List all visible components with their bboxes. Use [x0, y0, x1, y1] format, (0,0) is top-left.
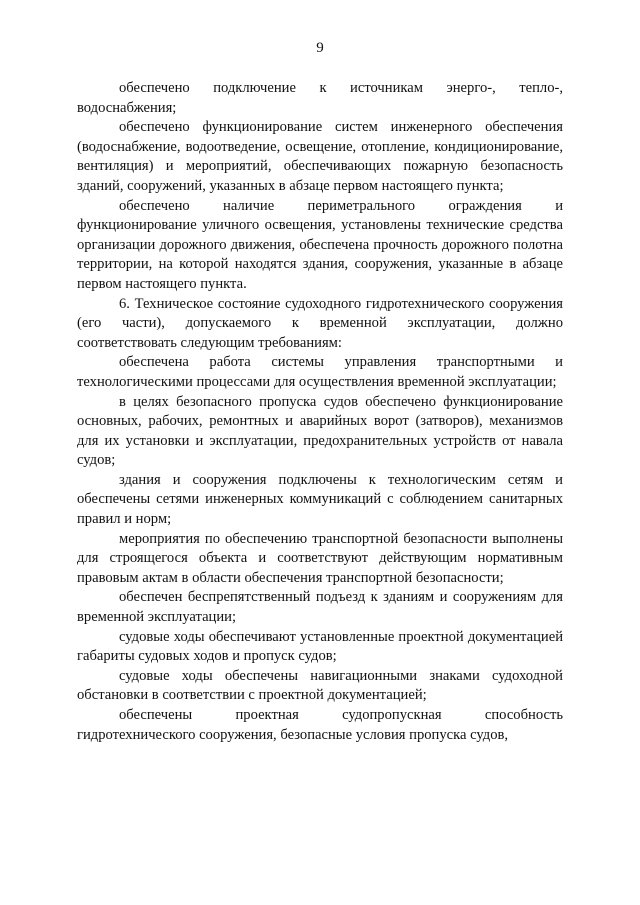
paragraph-networks-connection: здания и сооружения подключены к технологическим сетям и обеспечены сетями инженерных коммуникаций с соблюдением санитарных правил и норм; — [77, 471, 563, 528]
document-body — [77, 79, 563, 745]
paragraph-navigation-signs: судовые ходы обеспечены навигационными знаками судоходной обстановки в соответствии с проектной документацией; — [77, 667, 563, 704]
paragraph-perimeter-fencing: обеспечено наличие периметрального ограждения и функционирование уличного освещения, установлены технические средства организации дорожного движения, обеспечена прочность дорожного полотна территории, на которой находятся здания, сооружения, указанные в абзаце первом настоящего пункта. — [77, 197, 563, 292]
paragraph-gates-functioning: в целях безопасного пропуска судов обеспечено функционирование основных, рабочих, ремонтных и аварийных ворот (затворов), механизмов для их установки и эксплуатации, предохранительных устройств от навала судов; — [77, 393, 563, 469]
paragraph-ship-passages-dimensions: судовые ходы обеспечивают установленные проектной документацией габариты судовых ходов и пропуск судов; — [77, 628, 563, 665]
paragraph-energy-connection: обеспечено подключение к источникам энерго-, тепло-, водоснабжения; — [77, 80, 563, 116]
paragraph-item-6-technical-state: 6. Техническое состояние судоходного гидротехнического сооружения (его части), допускаемого к временной эксплуатации, должно соответствовать следующим требованиям: — [77, 295, 563, 351]
paragraph-access-road: обеспечен беспрепятственный подъезд к зданиям и сооружениям для временной эксплуатации; — [77, 589, 563, 626]
paragraph-engineering-systems: обеспечено функционирование систем инженерного обеспечения (водоснабжение, водоотведение, освещение, отопление, кондиционирование, вентиляция) и мероприятий, обеспечивающих пожарную безопасность зданий, сооружений, указанных в абзаце первом настоящего пункта; — [77, 119, 563, 194]
paragraph-transport-security: мероприятия по обеспечению транспортной безопасности выполнены для строящегося объекта и соответствуют действующим нормативным правовым актам в области обеспечения транспортной безопасности; — [77, 530, 563, 586]
page-number: 9 — [316, 40, 324, 56]
paragraph-control-system: обеспечена работа системы управления транспортными и технологическими процессами для осуществления временной эксплуатации; — [77, 354, 563, 390]
paragraph-throughput-capacity: обеспечены проектная судопропускная способность гидротехнического сооружения, безопасные условия пропуска судов, — [77, 707, 563, 743]
